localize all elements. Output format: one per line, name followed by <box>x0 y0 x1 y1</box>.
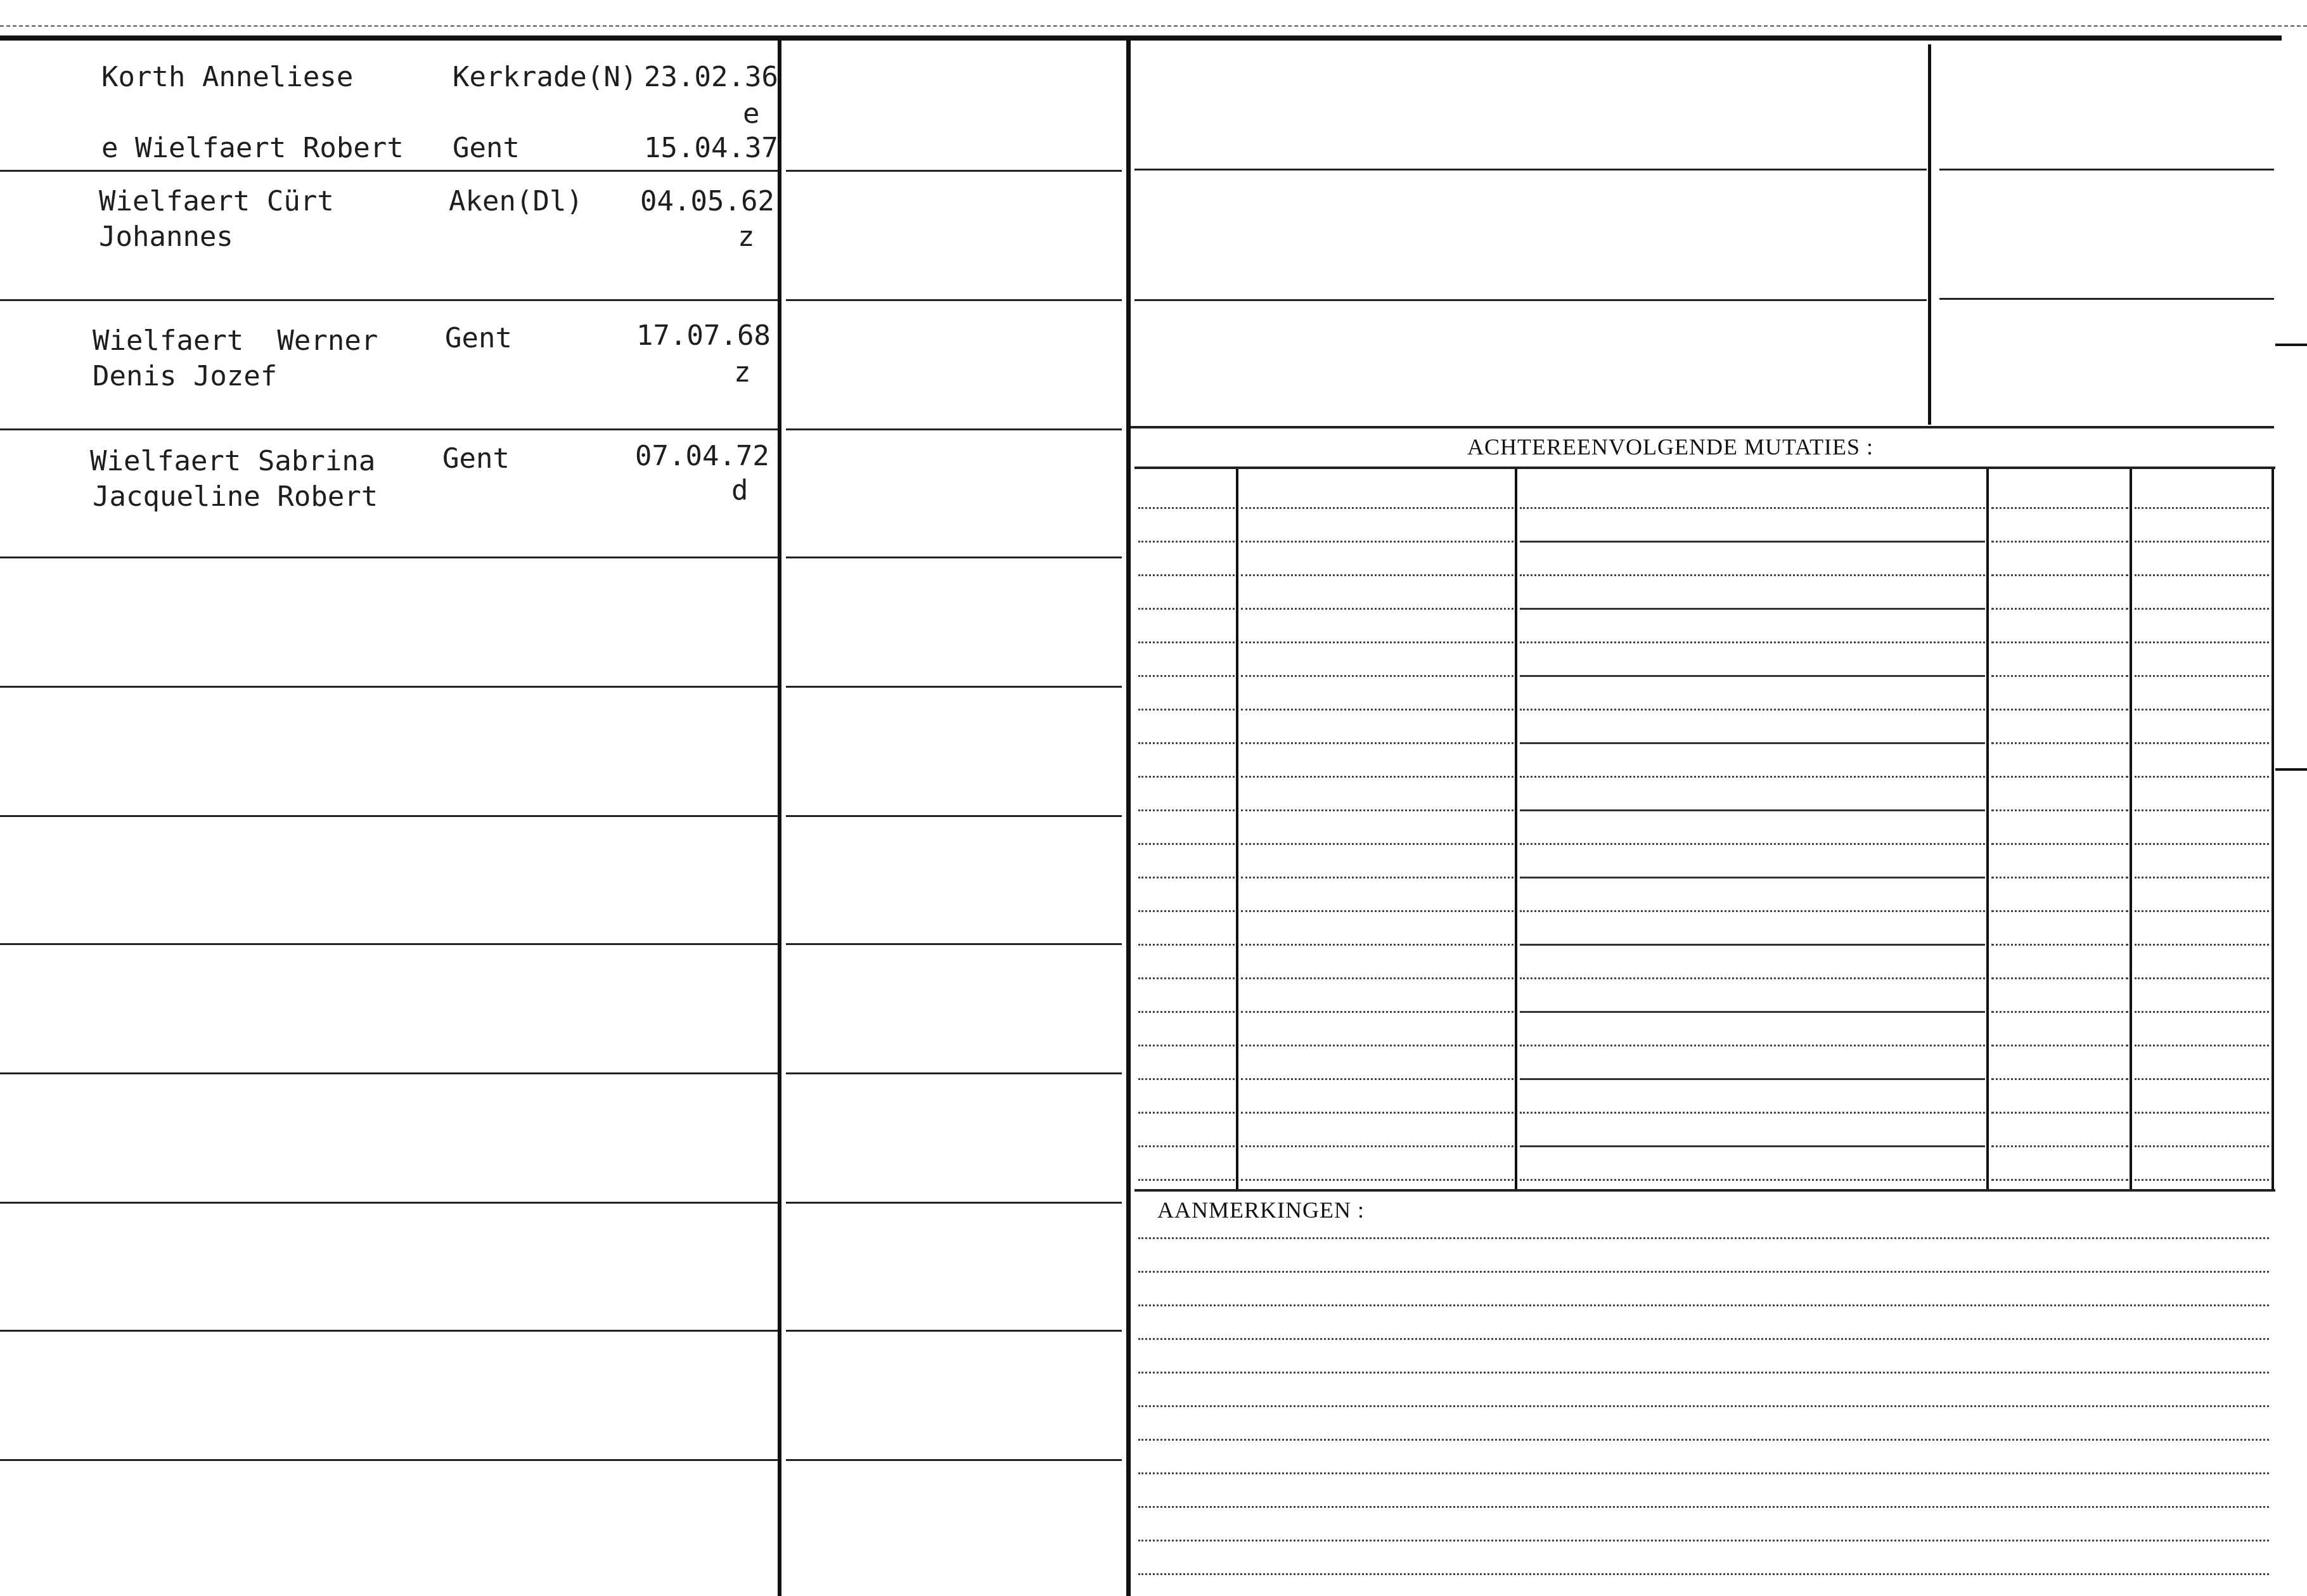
mutaties-rule <box>1241 574 1513 576</box>
mutaties-rule <box>2135 877 2269 878</box>
row-divider <box>0 170 778 172</box>
mutaties-rule <box>1241 910 1513 912</box>
row-divider <box>0 1072 778 1074</box>
aanmerkingen-rule <box>1138 1237 2269 1239</box>
middle-row-divider <box>786 686 1122 688</box>
mutaties-rule <box>1520 641 1985 643</box>
mutaties-rule <box>1991 641 2128 643</box>
mutaties-rule <box>1138 541 1235 543</box>
mutaties-rule <box>1138 843 1235 845</box>
mutaties-rule <box>1138 1078 1235 1080</box>
middle-row-divider <box>786 428 1122 430</box>
row-divider <box>0 1202 778 1204</box>
mutaties-rule <box>1520 977 1985 979</box>
mutaties-rule <box>1991 1078 2128 1080</box>
right-block-divider <box>1134 299 1927 301</box>
aanmerkingen-rule <box>1138 1271 2269 1273</box>
mutaties-rule <box>1241 1078 1513 1080</box>
mutaties-rule <box>1520 809 1985 811</box>
mutaties-rule <box>1241 877 1513 878</box>
mutaties-rule <box>1138 675 1235 677</box>
mutaties-rule <box>1991 910 2128 912</box>
mutaties-rule <box>1520 843 1985 845</box>
mutaties-rule <box>1991 709 2128 711</box>
middle-row-divider <box>786 1459 1122 1461</box>
mutaties-rule <box>1241 977 1513 979</box>
mutaties-rule <box>1241 709 1513 711</box>
mutaties-rule <box>1138 742 1235 744</box>
mutaties-rule <box>2135 1112 2269 1114</box>
mutaties-rule <box>1991 1011 2128 1013</box>
mutaties-title: ACHTEREENVOLGENDE MUTATIES : <box>1467 434 1874 460</box>
mutaties-rule <box>2135 541 2269 543</box>
row-divider <box>0 943 778 945</box>
mutaties-footer-rule <box>1134 1189 2275 1192</box>
middle-row-divider <box>786 815 1122 817</box>
mutaties-rule <box>1991 1045 2128 1046</box>
right-block-divider <box>1134 169 1927 171</box>
entry-4-date: 07.04.72 <box>635 440 769 472</box>
middle-row-divider <box>786 943 1122 945</box>
middle-row-divider <box>786 1330 1122 1332</box>
mutaties-rule <box>1520 742 1985 744</box>
aanmerkingen-rule <box>1138 1573 2269 1575</box>
mutaties-rule <box>1991 1145 2128 1147</box>
mutaties-rule <box>2135 776 2269 778</box>
mutaties-col-5 <box>2272 469 2274 1189</box>
mutaties-rule <box>2135 1179 2269 1181</box>
entry-3-name-line2: Denis Jozef <box>93 360 278 392</box>
mutaties-rule <box>1138 1011 1235 1013</box>
mutaties-rule <box>2135 709 2269 711</box>
mutaties-rule <box>1991 675 2128 677</box>
mutaties-rule <box>2135 809 2269 811</box>
mutaties-rule <box>1520 1045 1985 1046</box>
mutaties-rule <box>2135 742 2269 744</box>
mutaties-rule <box>1991 1179 2128 1181</box>
aanmerkingen-title: AANMERKINGEN : <box>1157 1197 1365 1223</box>
mutaties-rule <box>1991 843 2128 845</box>
mutaties-rule <box>1241 541 1513 543</box>
mutaties-rule <box>2135 574 2269 576</box>
mutaties-rule <box>1138 977 1235 979</box>
mutaties-rule <box>1138 507 1235 509</box>
entry-4-place: Gent <box>442 442 510 475</box>
column-divider-right-upper <box>1928 44 1931 425</box>
mutaties-rule <box>1520 1011 1985 1013</box>
entry-1-date-line1: 23.02.36 <box>644 61 778 93</box>
mutaties-rule <box>1138 1179 1235 1181</box>
row-divider <box>0 1330 778 1332</box>
mutaties-rule <box>1520 776 1985 778</box>
mutaties-rule <box>1520 1145 1985 1147</box>
mutaties-rule <box>1991 944 2128 946</box>
mutaties-rule <box>1138 641 1235 643</box>
mutaties-rule <box>1520 1112 1985 1114</box>
entry-2-place: Aken(Dl) <box>449 185 583 217</box>
mutaties-rule <box>2135 1078 2269 1080</box>
mutaties-rule <box>2135 944 2269 946</box>
mutaties-rule <box>1991 574 2128 576</box>
aanmerkingen-rule <box>1138 1304 2269 1306</box>
aanmerkingen-rule <box>1138 1405 2269 1407</box>
column-divider-middle <box>1126 41 1131 1596</box>
entry-1-date-line2: 15.04.37 <box>644 132 778 164</box>
mutaties-rule <box>1520 507 1985 509</box>
mutaties-rule <box>1520 877 1985 878</box>
mutaties-rule <box>2135 1145 2269 1147</box>
mutaties-rule <box>1520 574 1985 576</box>
mutaties-rule <box>1520 608 1985 610</box>
right-block-divider <box>1939 169 2274 171</box>
mutaties-rule <box>1991 541 2128 543</box>
mutaties-rule <box>2135 608 2269 610</box>
middle-row-divider <box>786 170 1122 172</box>
mutaties-rule <box>1241 1011 1513 1013</box>
mutaties-rule <box>1138 809 1235 811</box>
right-block-divider <box>1939 298 2274 300</box>
entry-2-date: 04.05.62 <box>640 185 774 217</box>
column-divider-left <box>778 41 781 1596</box>
mutaties-rule <box>1520 541 1985 543</box>
mutaties-rule <box>1520 709 1985 711</box>
aanmerkingen-rule <box>1138 1472 2269 1474</box>
mutaties-rule <box>1241 742 1513 744</box>
mutaties-rule <box>2135 977 2269 979</box>
row-divider <box>0 428 778 430</box>
entry-1-code: e <box>743 98 760 130</box>
mutaties-rule <box>1138 1145 1235 1147</box>
mutaties-rule <box>1138 608 1235 610</box>
aanmerkingen-rule <box>1138 1439 2269 1441</box>
entry-3-date: 17.07.68 <box>636 319 771 352</box>
mutaties-rule <box>1520 910 1985 912</box>
mutaties-rule <box>1991 877 2128 878</box>
mutaties-rule <box>1138 776 1235 778</box>
entry-3-code: z <box>734 356 751 389</box>
mutaties-rule <box>1138 910 1235 912</box>
mutaties-rule <box>1241 507 1513 509</box>
mutaties-rule <box>2135 641 2269 643</box>
edge-mark <box>2275 768 2307 771</box>
mutaties-rule <box>1241 944 1513 946</box>
entry-2-name-line1: Wielfaert Cürt <box>99 185 334 217</box>
entry-4-name-line2: Jacqueline Robert <box>93 480 378 513</box>
entry-2-code: z <box>738 221 755 253</box>
mutaties-rule <box>1241 641 1513 643</box>
mutaties-rule <box>1991 809 2128 811</box>
mutaties-rule <box>2135 1011 2269 1013</box>
mutaties-rule <box>1138 944 1235 946</box>
entry-4-code: d <box>731 474 749 506</box>
mutaties-rule <box>1241 1045 1513 1046</box>
mutaties-rule <box>1241 675 1513 677</box>
entry-3-name-line1: Wielfaert Werner <box>93 325 378 357</box>
aanmerkingen-rule <box>1138 1338 2269 1340</box>
entry-2-name-line2: Johannes <box>99 221 233 253</box>
mutaties-rule <box>1991 608 2128 610</box>
mutaties-rule <box>1241 809 1513 811</box>
mutaties-col-1 <box>1236 469 1238 1189</box>
row-divider <box>0 299 778 301</box>
mutaties-header-rule <box>1134 467 2275 469</box>
row-divider <box>0 1459 778 1461</box>
mutaties-rule <box>2135 910 2269 912</box>
mutaties-rule <box>1991 776 2128 778</box>
entry-1-name-line1: Korth Anneliese <box>101 61 354 93</box>
middle-row-divider <box>786 299 1122 301</box>
torn-top-edge <box>0 0 2307 27</box>
middle-row-divider <box>786 1202 1122 1204</box>
mutaties-rule <box>2135 675 2269 677</box>
row-divider <box>0 557 778 558</box>
mutaties-rule <box>1991 742 2128 744</box>
middle-row-divider <box>786 557 1122 558</box>
mutaties-rule <box>1241 608 1513 610</box>
mutaties-rule <box>1241 1179 1513 1181</box>
mutaties-rule <box>1241 843 1513 845</box>
mutaties-rule <box>1991 977 2128 979</box>
middle-row-divider <box>786 1072 1122 1074</box>
mutaties-rule <box>1241 776 1513 778</box>
mutaties-rule <box>1520 675 1985 677</box>
edge-mark <box>2275 344 2307 346</box>
aanmerkingen-rule <box>1138 1540 2269 1541</box>
row-divider <box>0 815 778 817</box>
row-divider <box>0 686 778 688</box>
entry-1-place-line2: Gent <box>453 132 520 164</box>
mutaties-rule <box>1241 1112 1513 1114</box>
mutaties-rule <box>1991 507 2128 509</box>
mutaties-col-3 <box>1986 469 1989 1189</box>
mutaties-rule <box>1520 944 1985 946</box>
mutaties-rule <box>1138 574 1235 576</box>
aanmerkingen-rule <box>1138 1506 2269 1508</box>
entry-1-place-line1: Kerkrade(N) <box>453 61 638 93</box>
mutaties-col-2 <box>1515 469 1517 1189</box>
mutaties-rule <box>2135 507 2269 509</box>
mutaties-rule <box>1520 1179 1985 1181</box>
mutaties-rule <box>1991 1112 2128 1114</box>
right-block-bottom <box>1131 426 2274 428</box>
entry-3-place: Gent <box>445 322 512 354</box>
mutaties-rule <box>1138 1112 1235 1114</box>
entry-1-name-line2: e Wielfaert Robert <box>101 132 404 164</box>
mutaties-rule <box>1520 1078 1985 1080</box>
mutaties-rule <box>1138 1045 1235 1046</box>
mutaties-rule <box>1138 877 1235 878</box>
aanmerkingen-rule <box>1138 1372 2269 1374</box>
mutaties-rule <box>2135 1045 2269 1046</box>
mutaties-rule <box>1241 1145 1513 1147</box>
entry-4-name-line1: Wielfaert Sabrina <box>90 445 376 477</box>
mutaties-rule <box>1138 709 1235 711</box>
mutaties-rule <box>2135 843 2269 845</box>
mutaties-col-4 <box>2130 469 2132 1189</box>
top-rule <box>0 35 2282 41</box>
